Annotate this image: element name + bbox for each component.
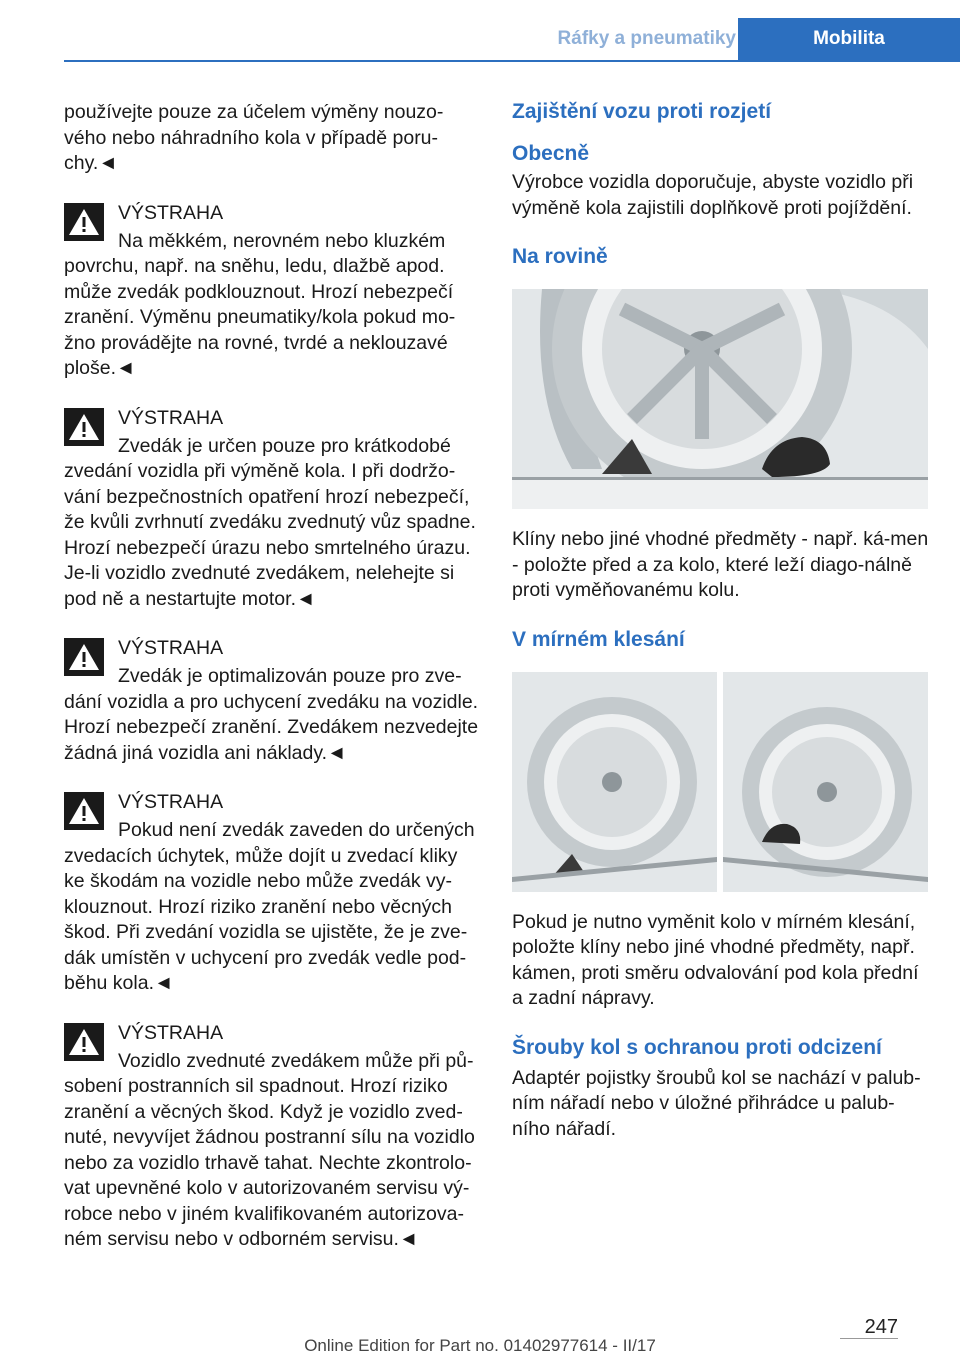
warning-heading: VÝSTRAHA bbox=[118, 1021, 224, 1044]
general-paragraph: Výrobce vozidla doporučuje, abyste vozidlo při výměně kola zajistili doplňkově proti pojíždění. bbox=[512, 171, 914, 219]
warning-text: Pokud není zvedák zaveden do určených zvedacích úchytek, může dojít u zvedací kliky ke škodám na vozidle nebo může zvedák vy-klouznout. Hrozí riziko zranění nebo věcných škod. Při zvedání vozidla se ujistěte, že je zve-dák umístěn v uchycení pro zvedák vedle pod-běhu kola.◄ bbox=[64, 819, 475, 994]
left-column bbox=[64, 100, 480, 1277]
warning-block-3 bbox=[64, 636, 480, 766]
section-title-bolts: Šrouby kol s ochranou proti odcizení bbox=[512, 1035, 882, 1059]
page-header bbox=[0, 0, 960, 62]
warning-heading: VÝSTRAHA bbox=[118, 791, 224, 813]
bolts-paragraph: Adaptér pojistky šroubů kol se nachází v palub-ním nářadí nebo v úložné přihrádce u palub-ního nářadí. bbox=[512, 1066, 921, 1140]
warning-triangle-icon bbox=[64, 1023, 104, 1061]
warning-block-4 bbox=[64, 790, 480, 997]
subsection-heading-general: Obecně bbox=[512, 142, 590, 165]
warning-triangle-icon bbox=[64, 408, 104, 446]
wheel-chock-slope-illustration bbox=[512, 672, 928, 892]
warning-text: Zvedák je optimalizován pouze pro zve-dání vozidla a pro uchycení zvedáku na vozidle. Hrozí nebezpečí zranění. Zvedákem nezvedejte žádná jiná vozidla ani náklady.◄ bbox=[64, 665, 479, 764]
page-number: 247 bbox=[864, 1316, 898, 1338]
section-title: Zajištění vozu proti rozjetí bbox=[512, 100, 772, 123]
warning-triangle-icon bbox=[64, 638, 104, 676]
warning-block-2 bbox=[64, 406, 480, 613]
warning-text: Vozidlo zvednuté zvedákem může při pů-sobení postranních sil spadnout. Hrozí riziko zranění a věcných škod. Když je vozidlo zved-nuté, nevyvíjet žádnou postranní sílu na vozidlo nebo za vozidlo trhavě tahat. Nechte zkontrolo-vat upevněné kolo v autorizovaném servisu vý-robce nebo v jiném kvalifikovaném autorizova-ném servisu nebo v odborném servisu.◄ bbox=[64, 1049, 475, 1250]
warning-triangle-icon bbox=[64, 792, 104, 830]
wheel-chock-flat-illustration bbox=[512, 289, 928, 509]
right-column bbox=[512, 100, 932, 1142]
illustration-slope bbox=[512, 672, 928, 892]
subsection-heading-flat: Na rovině bbox=[512, 245, 608, 268]
header-chapter-tab: Mobilita bbox=[738, 18, 960, 60]
flat-paragraph: Klíny nebo jiné vhodné předměty - např. ká-men - položte před a za kolo, které leží diago-nálně proti vyměňovanému kolu. bbox=[512, 528, 929, 601]
warning-heading: VÝSTRAHA bbox=[118, 201, 224, 224]
header-section-tab: Ráfky a pneumatiky bbox=[557, 28, 736, 49]
edition-footer: Online Edition for Part no. 01402977614 - II/17 bbox=[304, 1336, 656, 1355]
intro-paragraph: používejte pouze za účelem výměny nouzo-vého nebo náhradního kola v případě poru-chy.◄ bbox=[64, 101, 444, 174]
slope-paragraph: Pokud je nutno vyměnit kolo v mírném klesání, položte klíny nebo jiné vhodné předměty, např. kámen, proti směru odvalování pod kola přední a zadní nápravy. bbox=[512, 910, 919, 1009]
header-rule bbox=[64, 60, 960, 62]
illustration-flat-ground bbox=[512, 289, 928, 509]
warning-heading: VÝSTRAHA bbox=[118, 637, 224, 659]
warning-block-1 bbox=[64, 201, 480, 382]
warning-block-5 bbox=[64, 1021, 480, 1253]
warning-heading: VÝSTRAHA bbox=[118, 406, 224, 429]
warning-triangle-icon bbox=[64, 203, 104, 241]
warning-text: Zvedák je určen pouze pro krátkodobé zvedání vozidla při výměně kola. I při dodržo-vání bezpečnostních opatření hrozí nebezpečí, že kvůli zvrhnutí zvedáku zvednutý vůz spadne. Hrozí nebezpečí úrazu nebo smrtelného úrazu. Je-li vozidlo zvednuté zvedákem, nelehejte si pod ně a nestartujte motor.◄ bbox=[64, 434, 476, 610]
subsection-heading-slope: V mírném klesání bbox=[512, 627, 685, 651]
warning-text: Na měkkém, nerovném nebo kluzkém povrchu, např. na sněhu, ledu, dlažbě apod. může zvedák podklouznout. Hrozí nebezpečí zranění. Výměnu pneumatiky/kola pokud mo-žno provádějte na rovné, tvrdé a neklouzavé ploše.◄ bbox=[64, 229, 456, 379]
